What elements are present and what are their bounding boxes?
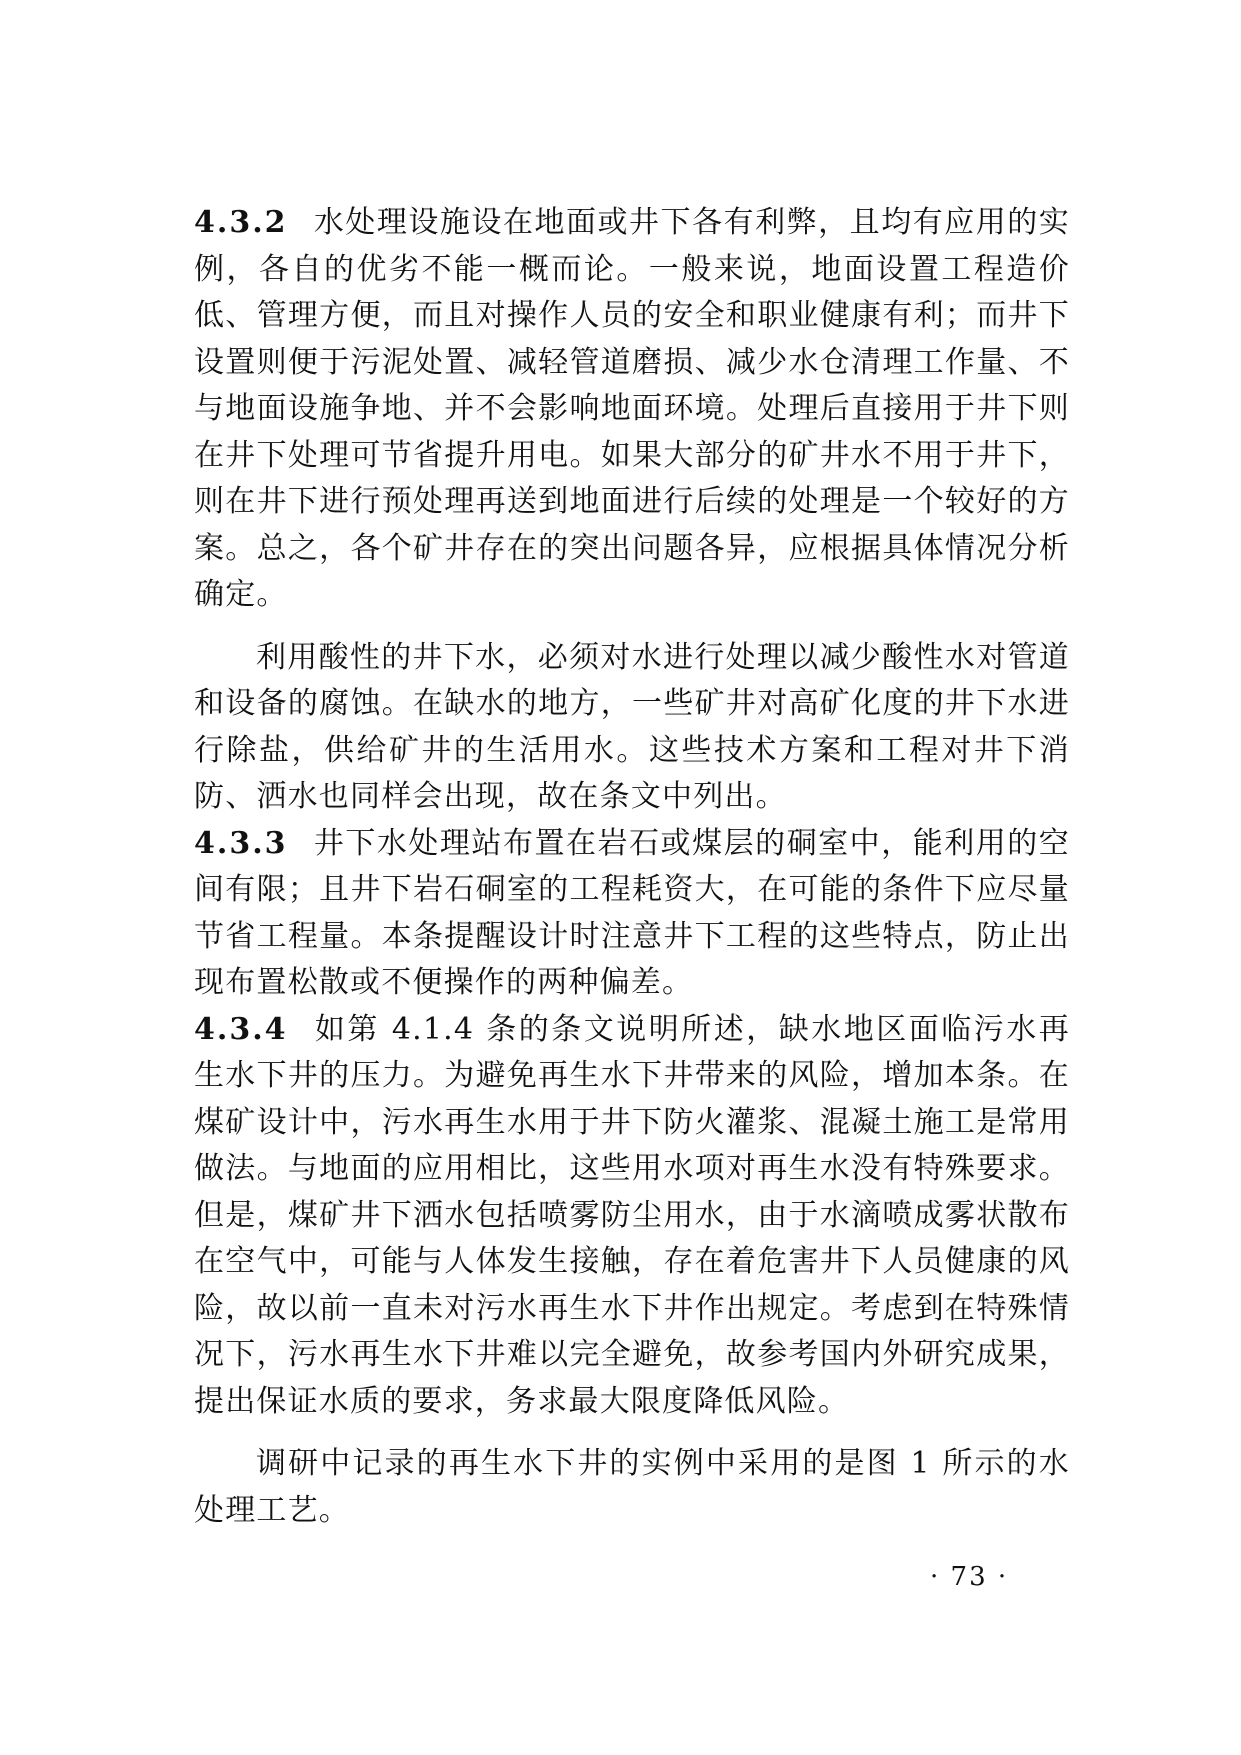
clause-number: 4.3.3 xyxy=(194,825,288,861)
clause-4-3-2-paragraph xyxy=(194,200,1070,619)
clause-text: 水处理设施设在地面或井下各有利弊，且均有应用的实例，各自的优劣不能一概而论。一般来说，地面设置工程造价低、管理方便，而且对操作人员的安全和职业健康有利；而井下设置则便于污泥处置、减轻管道磨损、减少水仓清理工作量、不与地面设施争地、并不会影响地面环境。处理后直接用于井下则在井下处理可节省提升用电。如果大部分的矿井水不用于井下，则在井下进行预处理再送到地面进行后续的处理是一个较好的方案。总之，各个矿井存在的突出问题各异，应根据具体情况分析确定。 xyxy=(194,205,1070,612)
clause-explanation-text xyxy=(194,200,1070,1534)
clause-number: 4.3.2 xyxy=(194,205,288,240)
clause-number: 4.3.4 xyxy=(194,1011,288,1047)
paragraph-text: 利用酸性的井下水，必须对水进行处理以减少酸性水对管道和设备的腐蚀。在缺水的地方，一些矿井对高矿化度的井下水进行除盐，供给矿井的生活用水。这些技术方案和工程对井下消防、洒水也同样会出现，故在条文中列出。 xyxy=(194,639,1070,814)
body-paragraph xyxy=(194,1441,1070,1534)
clause-text: 如第 4.1.4 条的条文说明所述，缺水地区面临污水再生水下井的压力。为避免再生水下井带来的风险，增加本条。在煤矿设计中，污水再生水用于井下防火灌浆、混凝土施工是常用做法。与地面的应用相比，这些用水项对再生水没有特殊要求。但是，煤矿井下洒水包括喷雾防尘用水，由于水滴喷成雾状散布在空气中，可能与人体发生接触，存在着危害井下人员健康的风险，故以前一直未对污水再生水下井作出规定。考虑到在特殊情况下，污水再生水下井难以完全避免，故参考国内外研究成果，提出保证水质的要求，务求最大限度降低风险。 xyxy=(194,1011,1070,1419)
clause-4-3-4-paragraph xyxy=(194,1007,1070,1426)
page-number: · 73 · xyxy=(930,1562,1009,1592)
clause-text: 井下水处理站布置在岩石或煤层的硐室中，能利用的空间有限；且井下岩石硐室的工程耗资大，在可能的条件下应尽量节省工程量。本条提醒设计时注意井下工程的这些特点，防止出现布置松散或不便操作的两种偏差。 xyxy=(194,825,1070,1000)
clause-4-3-3-paragraph xyxy=(194,821,1070,1007)
paragraph-text: 调研中记录的再生水下井的实例中采用的是图 1 所示的水处理工艺。 xyxy=(194,1446,1070,1528)
body-paragraph xyxy=(194,635,1070,821)
